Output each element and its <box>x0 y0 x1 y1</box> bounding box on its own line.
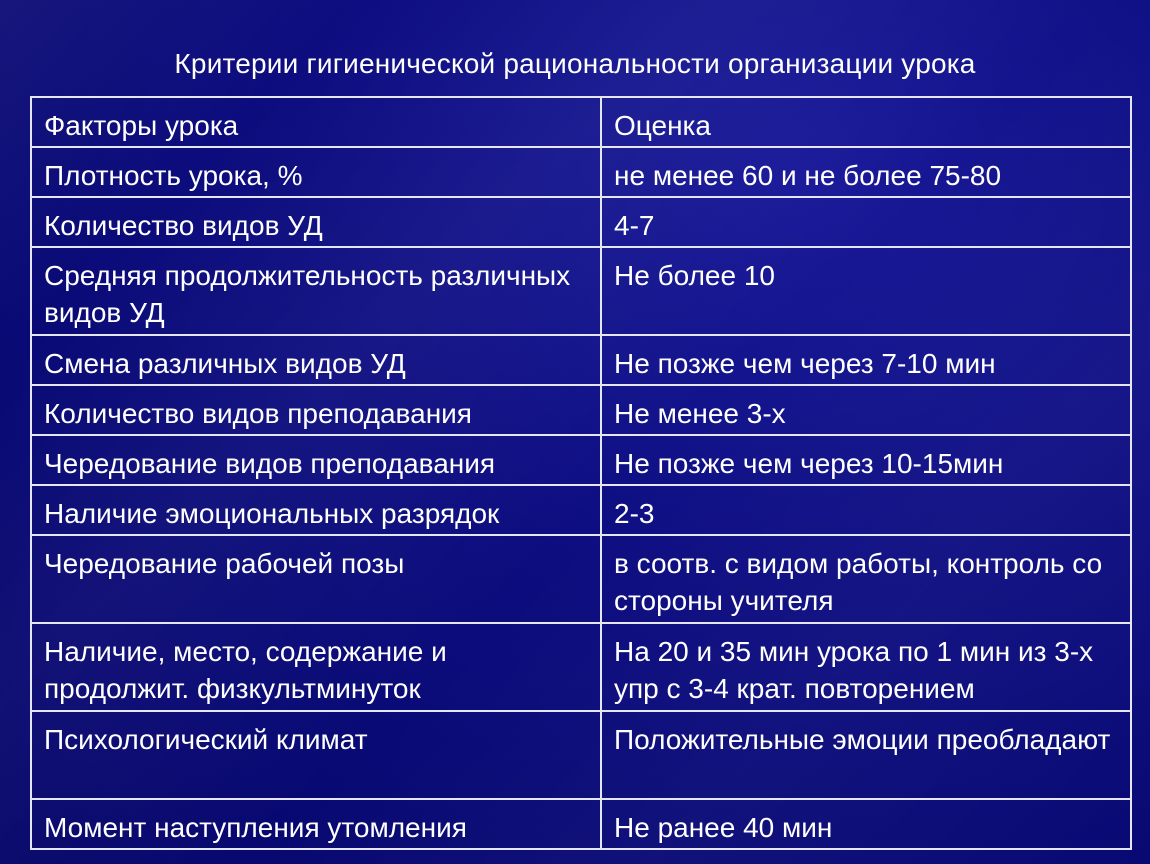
header-assessment: Оценка <box>601 97 1131 147</box>
table-row <box>31 535 1131 623</box>
factor-cell: Чередование видов преподавания <box>31 435 601 485</box>
assessment-cell: Не более 10 <box>601 247 1131 335</box>
table-header-row <box>31 97 1131 147</box>
assessment-cell: 2-3 <box>601 485 1131 535</box>
factor-cell: Средняя продолжительность различных видов УД <box>31 247 601 335</box>
header-factor: Факторы урока <box>31 97 601 147</box>
assessment-cell: 4-7 <box>601 197 1131 247</box>
slide-title: Критерии гигиенической рациональности организации урока <box>174 48 976 79</box>
table-row <box>31 335 1131 385</box>
factor-cell: Психологический климат <box>31 711 601 799</box>
factor-cell: Чередование рабочей позы <box>31 535 601 623</box>
factor-cell: Наличие эмоциональных разрядок <box>31 485 601 535</box>
table-row <box>31 485 1131 535</box>
assessment-cell: Не позже чем через 7-10 мин <box>601 335 1131 385</box>
assessment-cell: Не менее 3-х <box>601 385 1131 435</box>
assessment-cell: Не позже чем через 10-15мин <box>601 435 1131 485</box>
table-row <box>31 197 1131 247</box>
table-row <box>31 147 1131 197</box>
factor-cell: Момент наступления утомления <box>31 799 601 849</box>
assessment-cell: Положительные эмоции преобладают <box>601 711 1131 799</box>
table-row <box>31 435 1131 485</box>
assessment-cell: не менее 60 и не более 75-80 <box>601 147 1131 197</box>
factor-cell: Плотность урока, % <box>31 147 601 197</box>
assessment-cell: в соотв. с видом работы, контроль со стороны учителя <box>601 535 1131 623</box>
factor-cell: Смена различных видов УД <box>31 335 601 385</box>
factor-cell: Наличие, место, содержание и продолжит. физкультминуток <box>31 623 601 711</box>
table-row <box>31 711 1131 799</box>
assessment-cell: Не ранее 40 мин <box>601 799 1131 849</box>
factor-cell: Количество видов преподавания <box>31 385 601 435</box>
factor-cell: Количество видов УД <box>31 197 601 247</box>
table-row <box>31 623 1131 711</box>
assessment-cell: На 20 и 35 мин урока по 1 мин из 3-х упр с 3-4 крат. повторением <box>601 623 1131 711</box>
table-row <box>31 385 1131 435</box>
criteria-table <box>30 96 1132 850</box>
table-row <box>31 799 1131 849</box>
table-row <box>31 247 1131 335</box>
